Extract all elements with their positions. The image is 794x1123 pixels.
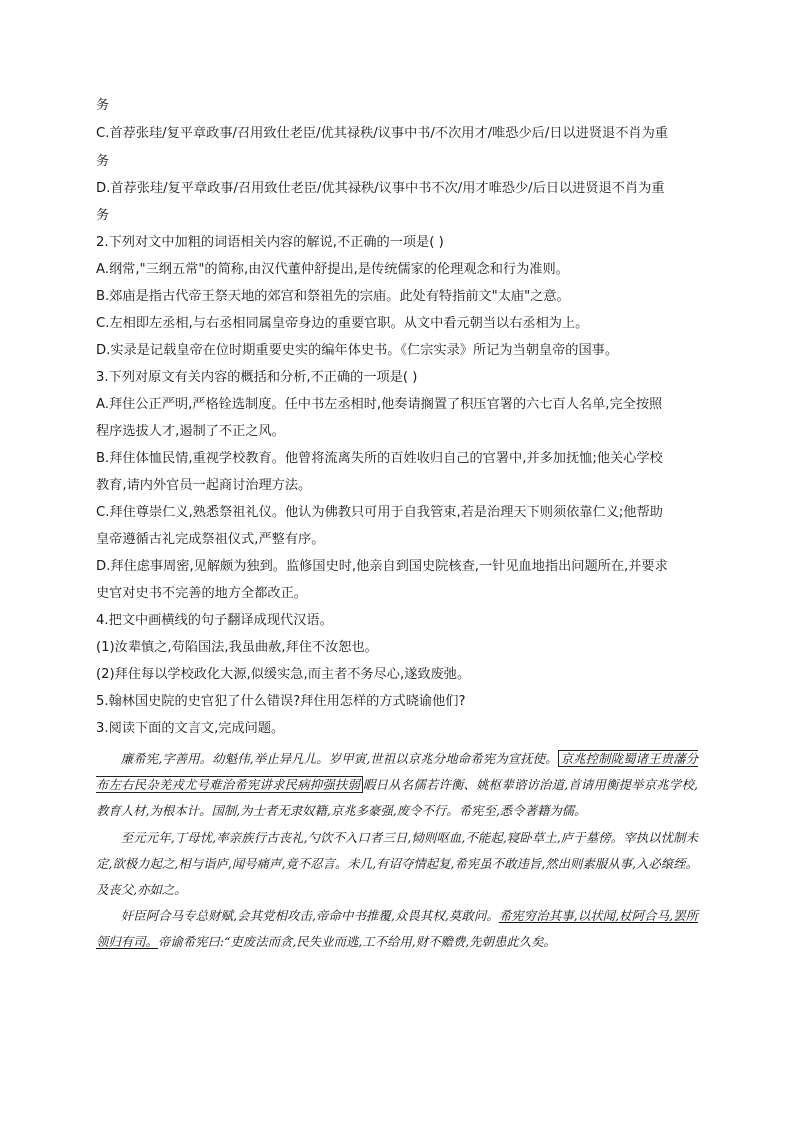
q3-option-b-cont: 教育,请内外官员一起商讨治理方法。 <box>96 478 312 493</box>
q3-option-d: D.拜住虑事周密,见解颇为独到。监修国史时,他亲自到国史院核查,一针见血地指出问题所在,并要求 <box>96 559 668 574</box>
q2-option-b: B.郊庙是指古代帝王祭天地的郊宫和祭祖先的宗庙。此处有特指前文"太庙"之意。 <box>96 289 570 304</box>
text-line: 务 <box>96 154 110 169</box>
q4-sentence-2: (2)拜住每以学校政化大源,似缓实急,而主者不务尽心,遂致废弛。 <box>96 667 471 682</box>
q4-sentence-1: (1)汝辈慎之,苟陷国法,我虽曲赦,拜住不汝恕也。 <box>96 640 378 655</box>
q2-option-d: D.实录是记载皇帝在位时期重要史实的编年体史书。《仁宗实录》所记为当朝皇帝的国事。 <box>96 343 619 358</box>
classical-passage <box>96 746 698 956</box>
text-line: 务 <box>96 98 110 113</box>
q3-option-d-cont: 史官对史书不完善的地方全都改正。 <box>96 586 307 601</box>
q3-option-a: A.拜住公正严明,严格铨选制度。任中书左丞相时,他奏请搁置了积压官署的六七百人名单,完全按照 <box>96 397 663 412</box>
option-c-line: C.首荐张珪/复平章政事/召用致仕老臣/优其禄秩/议事中书/不次用才/唯恐少后/日以进贤退不肖为重 <box>96 126 668 141</box>
question-2: 2.下列对文中加粗的词语相关内容的解说,不正确的一项是( ) <box>96 235 444 250</box>
underlined-sentence: 希宪穷治其事,以状闻,杖阿合马,罢所领归有司。 <box>96 908 698 950</box>
passage-paragraph-2: 至元元年,丁母忧,率亲族行古丧礼,勺饮不入口者三日,恸则呕血,不能起,寝卧草土,庐于墓傍。宰执以忧制未定,欲极力起之,相与诣庐,闻号痛声,竟不忍言。未几,有诏夺情起复,希宪虽不敢违旨,然出则素服从事,入必缞绖。及丧父,亦如之。 <box>96 829 698 898</box>
question-4: 4.把文中画横线的句子翻译成现代汉语。 <box>96 613 333 628</box>
q3-option-c-cont: 皇帝遵循古礼完成祭祖仪式,严整有序。 <box>96 532 325 547</box>
q3-option-c: C.拜住尊崇仁义,熟悉祭祖礼仪。他认为佛教只可用于自我管束,若是治理天下则须依靠仁义;他帮助 <box>96 505 663 520</box>
boxed-sentence: 京兆控制陇蜀诸王贵藩分布左右民杂羌戎尤号难治希宪讲求民病抑强扶弱 <box>96 751 698 793</box>
q3-option-b: B.拜住体恤民情,重视学校教育。他曾将流离失所的百姓收归自己的官署中,并多加抚恤;他关心学校 <box>96 451 663 466</box>
passage-paragraph-3: 奸臣阿合马专总财赋,会其党相攻击,帝命中书推覆,众畏其权,莫敢问。希宪穷治其事,以状闻,杖阿合马,罢所领归有司。帝谕希宪曰:“吏废法而贪,民失业而逃,工不给用,财不赡费,先朝患此久矣。 <box>96 908 698 950</box>
question-3: 3.下列对原文有关内容的概括和分析,不正确的一项是( ) <box>96 370 418 385</box>
option-d-line: D.首荐张珪/复平章政事/召用致仕老臣/优其禄秩/议事中书不次/用才唯恐少/后日以进贤退不肖为重 <box>96 181 665 196</box>
q2-option-c: C.左相即左丞相,与右丞相同属皇帝身边的重要官职。从文中看元朝当以右丞相为上。 <box>96 316 589 331</box>
text-line: 务 <box>96 208 110 223</box>
section-3-heading: 3.阅读下面的文言文,完成问题。 <box>96 721 285 736</box>
question-5: 5.翰林国史院的史官犯了什么错误?拜住用怎样的方式晓谕他们? <box>96 694 466 709</box>
q3-option-a-cont: 程序选拔人才,遏制了不正之风。 <box>96 424 285 439</box>
q2-option-a: A.纲常,"三纲五常"的简称,由汉代董仲舒提出,是传统儒家的伦理观念和行为准则。 <box>96 262 569 277</box>
passage-paragraph-1: 廉希宪,字善用。幼魁伟,举止异凡儿。岁甲寅,世祖以京兆分地命希宪为宣抚使。 京兆控制陇蜀诸王贵藩分布左右民杂羌戎尤号难治希宪讲求民病抑强扶弱 暇日从名儒若许衡、姚枢辈谘访治道,首请用衡提举京兆学校,教育人材,为根本计。国制,为士者无隶奴籍,京兆多豪强,废令不行。希宪至,悉令著籍为儒。 <box>96 751 698 819</box>
